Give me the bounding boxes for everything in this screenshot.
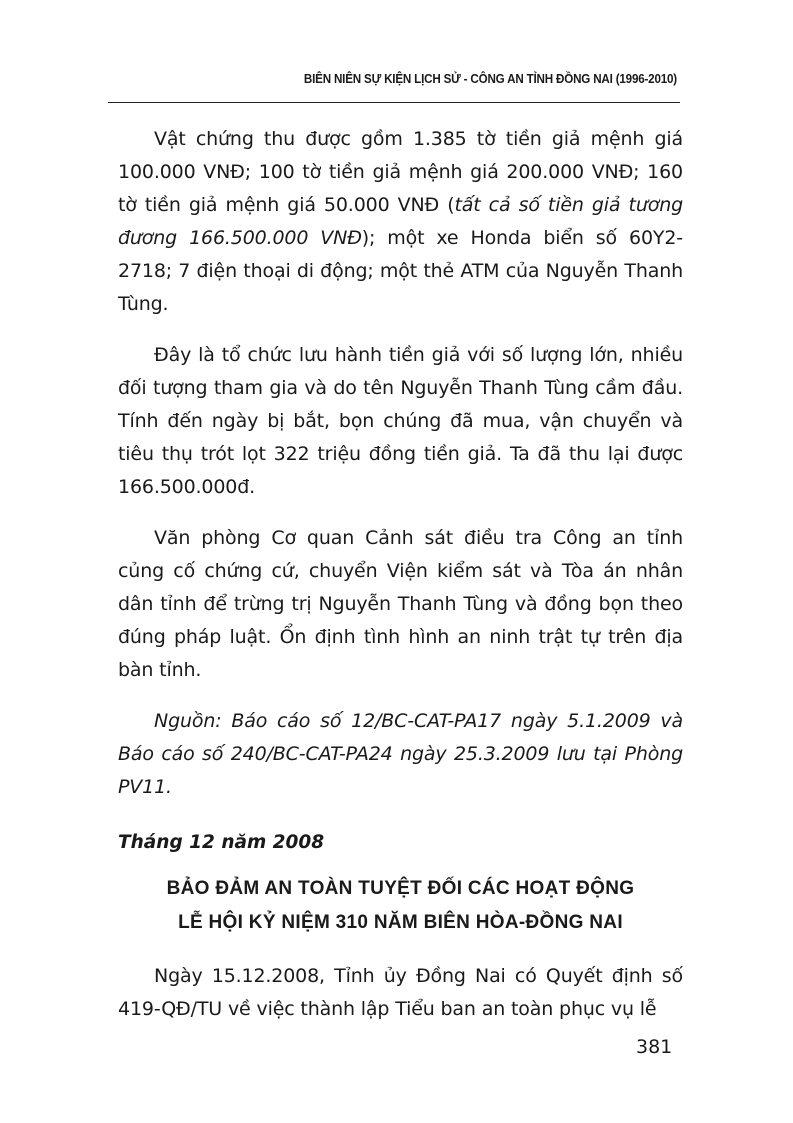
month-heading: Tháng 12 năm 2008: [118, 832, 325, 853]
paragraph-evidence: [118, 123, 683, 321]
page-number: 381: [636, 1036, 673, 1058]
paragraph-evidence-text-start: Vật chứng thu được gồm 1.385 tờ tiền giả mệnh giá 100.000 VNĐ; 100 tờ tiền giả mệnh giá 200.000 VNĐ; 160 tờ tiền giả mệnh giá 50.000 VNĐ (: [118, 128, 683, 216]
paragraph-evidence-text-end: ); một xe Honda biển số 60Y2-2718; 7 điện thoại di động; một thẻ ATM của Nguyễn Thanh Tùng.: [118, 227, 683, 315]
source-citation: Nguồn: Báo cáo số 12/BC-CAT-PA17 ngày 5.1.2009 và Báo cáo số 240/BC-CAT-PA24 ngày 25.3.2009 lưu tại Phòng PV11.: [118, 710, 683, 798]
section-title-line-2: LỄ HỘI KỶ NIỆM 310 NĂM BIÊN HÒA-ĐỒNG NAI: [178, 912, 623, 933]
header-divider: [108, 102, 680, 103]
paragraph-decision: Ngày 15.12.2008, Tỉnh ủy Đồng Nai có Quyết định số 419-QĐ/TU về việc thành lập Tiểu ban an toàn phục vụ lễ: [118, 965, 683, 1020]
section-title-line-1: BẢO ĐẢM AN TOÀN TUYỆT ĐỐI CÁC HOẠT ĐỘNG: [166, 878, 635, 899]
paragraph-evidence-italic: tất cả số tiền giả tương đương 166.500.000 VNĐ: [118, 194, 683, 249]
running-header: BIÊN NIÊN SỰ KIỆN LỊCH SỬ - CÔNG AN TỈNH ĐỒNG NAI (1996-2010): [303, 72, 677, 86]
section-title: [118, 872, 683, 940]
paragraph-investigation: Văn phòng Cơ quan Cảnh sát điều tra Công an tỉnh củng cố chứng cứ, chuyển Viện kiểm sát và Tòa án nhân dân tỉnh để trừng trị Nguyễn Thanh Tùng và đồng bọn theo đúng pháp luật. Ổn định tình hình an ninh trật tự trên địa bàn tỉnh.: [118, 527, 683, 681]
paragraph-organization: Đây là tổ chức lưu hành tiền giả với số lượng lớn, nhiều đối tượng tham gia và do tên Nguyễn Thanh Tùng cầm đầu. Tính đến ngày bị bắt, bọn chúng đã mua, vận chuyển và tiêu thụ trót lọt 322 triệu đồng tiền giả. Ta đã thu lại được 166.500.000đ.: [118, 344, 683, 498]
article-body: [118, 123, 683, 822]
